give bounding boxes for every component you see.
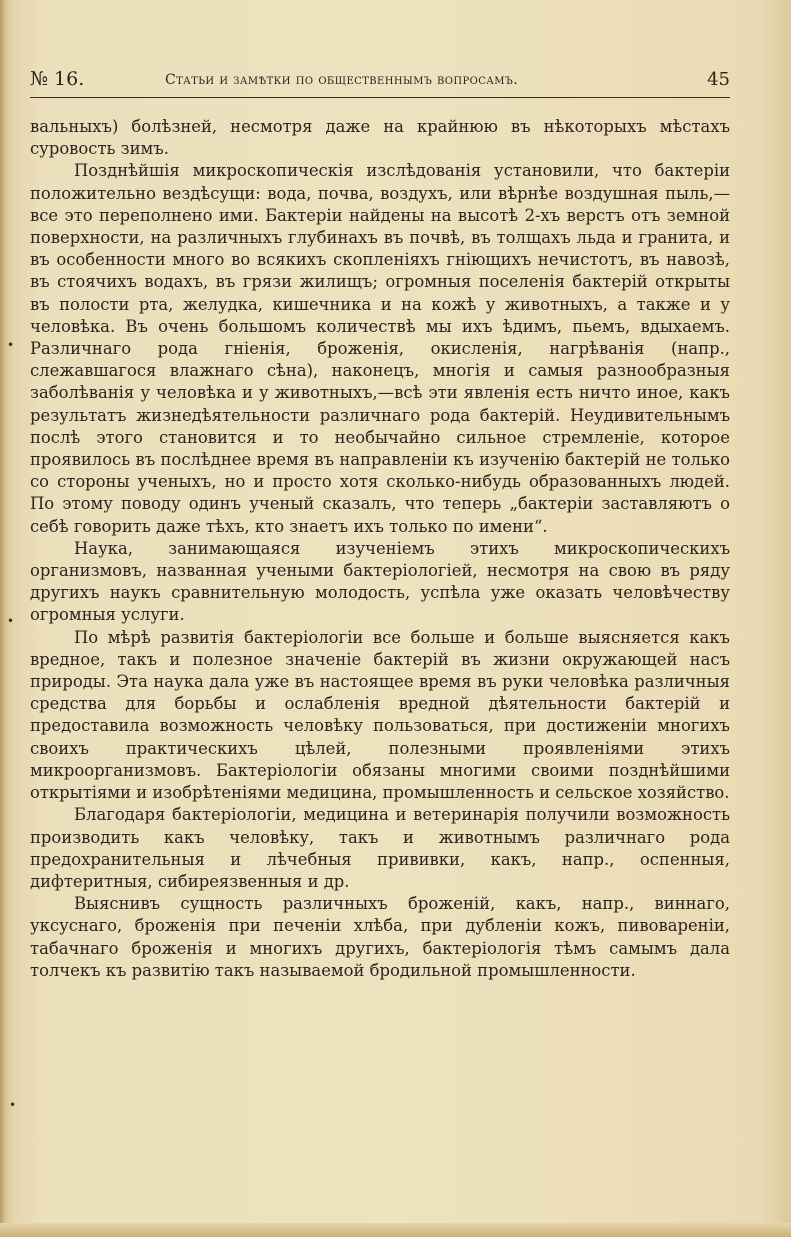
paragraph: Наука, занимающаяся изученіемъ этихъ микроскопическихъ организмовъ, названная учеными бактеріологіей, несмотря на свою въ ряду другихъ наукъ сравнительную молодость, успѣла уже оказать человѣчеству огромныя услуги. <box>30 538 730 625</box>
margin-mark: • <box>7 614 15 628</box>
header-rule <box>30 97 730 98</box>
article-body <box>30 116 730 982</box>
paragraph: Благодаря бактеріологіи, медицина и ветеринарія получили возможность производить какъ человѣку, такъ и животнымъ различнаго рода предохранительныя и лѣчебныя прививки, какъ, напр., оспенныя, дифтеритныя, сибиреязвенныя и др. <box>30 805 730 891</box>
paragraph: Позднѣйшія микроскопическія изслѣдованія установили, что бактеріи положительно вездѣсущи: вода, почва, воздухъ, или вѣрнѣе воздушная пыль,—все это переполнено ими. Бактеріи найдены на высотѣ 2-хъ верстъ отъ земной поверхности, на различныхъ глубинахъ въ почвѣ, въ толщахъ льда и гранита, и въ особенности много во всякихъ скопленіяхъ гніющихъ нечистотъ, въ навозѣ, въ стоячихъ водахъ, въ грязи жилищъ; огромныя поселенія бактерій открыты въ полости рта, желудка, кишечника и на кожѣ у животныхъ, а также и у человѣка. Въ очень большомъ количествѣ мы ихъ ѣдимъ, пьемъ, вдыхаемъ. Различнаго рода гніенія, броженія, окисленія, нагрѣванія (напр., слежавшагося влажнаго сѣна), наконецъ, многія и самыя разнообразныя заболѣванія у человѣка и у животныхъ,—всѣ эти явленія есть ничто иное, какъ результатъ жизнедѣятельности различнаго рода бактерій. Неудивительнымъ послѣ этого становится и то необычайно сильное стремленіе, которое проявилось въ послѣднее время въ направленіи къ изученію бактерій не только со стороны ученыхъ, но и просто хотя сколько-нибудь образованныхъ людей. По этому поводу одинъ ученый сказалъ, что теперь „бактеріи заставляютъ о себѣ говорить даже тѣхъ, кто знаетъ ихъ только по имени“. <box>30 161 730 536</box>
running-title: Статьи и замѣтки по общественнымъ вопросамъ. <box>165 72 519 88</box>
paragraph: По мѣрѣ развитія бактеріологіи все больше и больше выясняется какъ вредное, такъ и полезное значеніе бактерій въ жизни окружающей насъ природы. Эта наука дала уже въ настоящее время въ руки человѣка различныя средства для борьбы и ослабленія вредной дѣятельности бактерій и предоставила возможность человѣку пользоваться, при достиженіи многихъ своихъ практическихъ цѣлей, полезными проявленіями этихъ микроорганизмовъ. Бактеріологіи обязаны многими своими позднѣйшими открытіями и изобрѣтеніями медицина, промышленность и сельское хозяйство. <box>30 627 730 803</box>
margin-mark: • <box>7 338 15 352</box>
paragraph-continued: вальныхъ) болѣзней, несмотря даже на крайнюю въ нѣкоторыхъ мѣстахъ суровость зимъ. <box>30 117 730 159</box>
paragraph: Выяснивъ сущность различныхъ броженій, какъ, напр., виннаго, уксуснаго, броженія при печеніи хлѣба, при дубленіи кожъ, пивовареніи, табачнаго броженія и многихъ другихъ, бактеріологія тѣмъ самымъ дала толчекъ къ развитію такъ называемой бродильной промышленности. <box>30 894 730 980</box>
page-number: 45 <box>707 69 730 90</box>
running-header <box>30 68 730 96</box>
margin-mark: • <box>9 1098 17 1112</box>
issue-number: № 16. <box>30 68 85 90</box>
page-bottom-edge <box>0 1223 791 1237</box>
page-binding-edge <box>0 0 6 1237</box>
